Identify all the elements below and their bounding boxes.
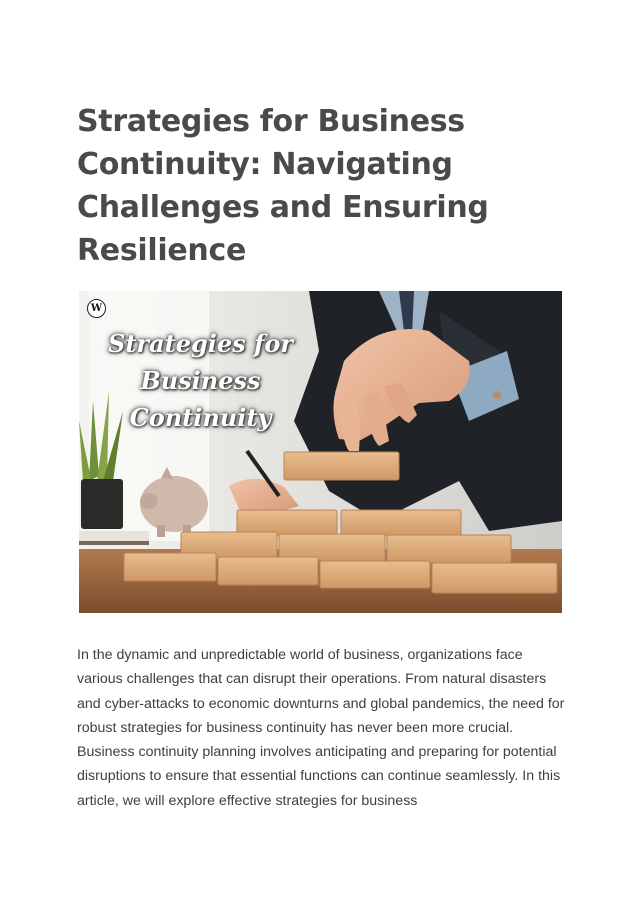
article-title: Strategies for Business Continuity: Navigating Challenges and Ensuring Resilience [77, 104, 489, 268]
article-body: In the dynamic and unpredictable world of business, organizations face various challenges that can disrupt their operations. From natural disasters and cyber-attacks to economic downturns and global pandemics, the need for robust strategies for business continuity has never been more crucial. Business continuity planning involves anticipating and preparing for potential disruptions to ensure that essential functions can continue seamlessly. In this article, we will explore effective strategies for business [77, 647, 565, 809]
brand-logo-icon: W [87, 299, 106, 318]
hero-caption: Strategies for Business Continuity [108, 329, 293, 432]
hero-image [79, 291, 562, 613]
held-block [284, 452, 399, 480]
